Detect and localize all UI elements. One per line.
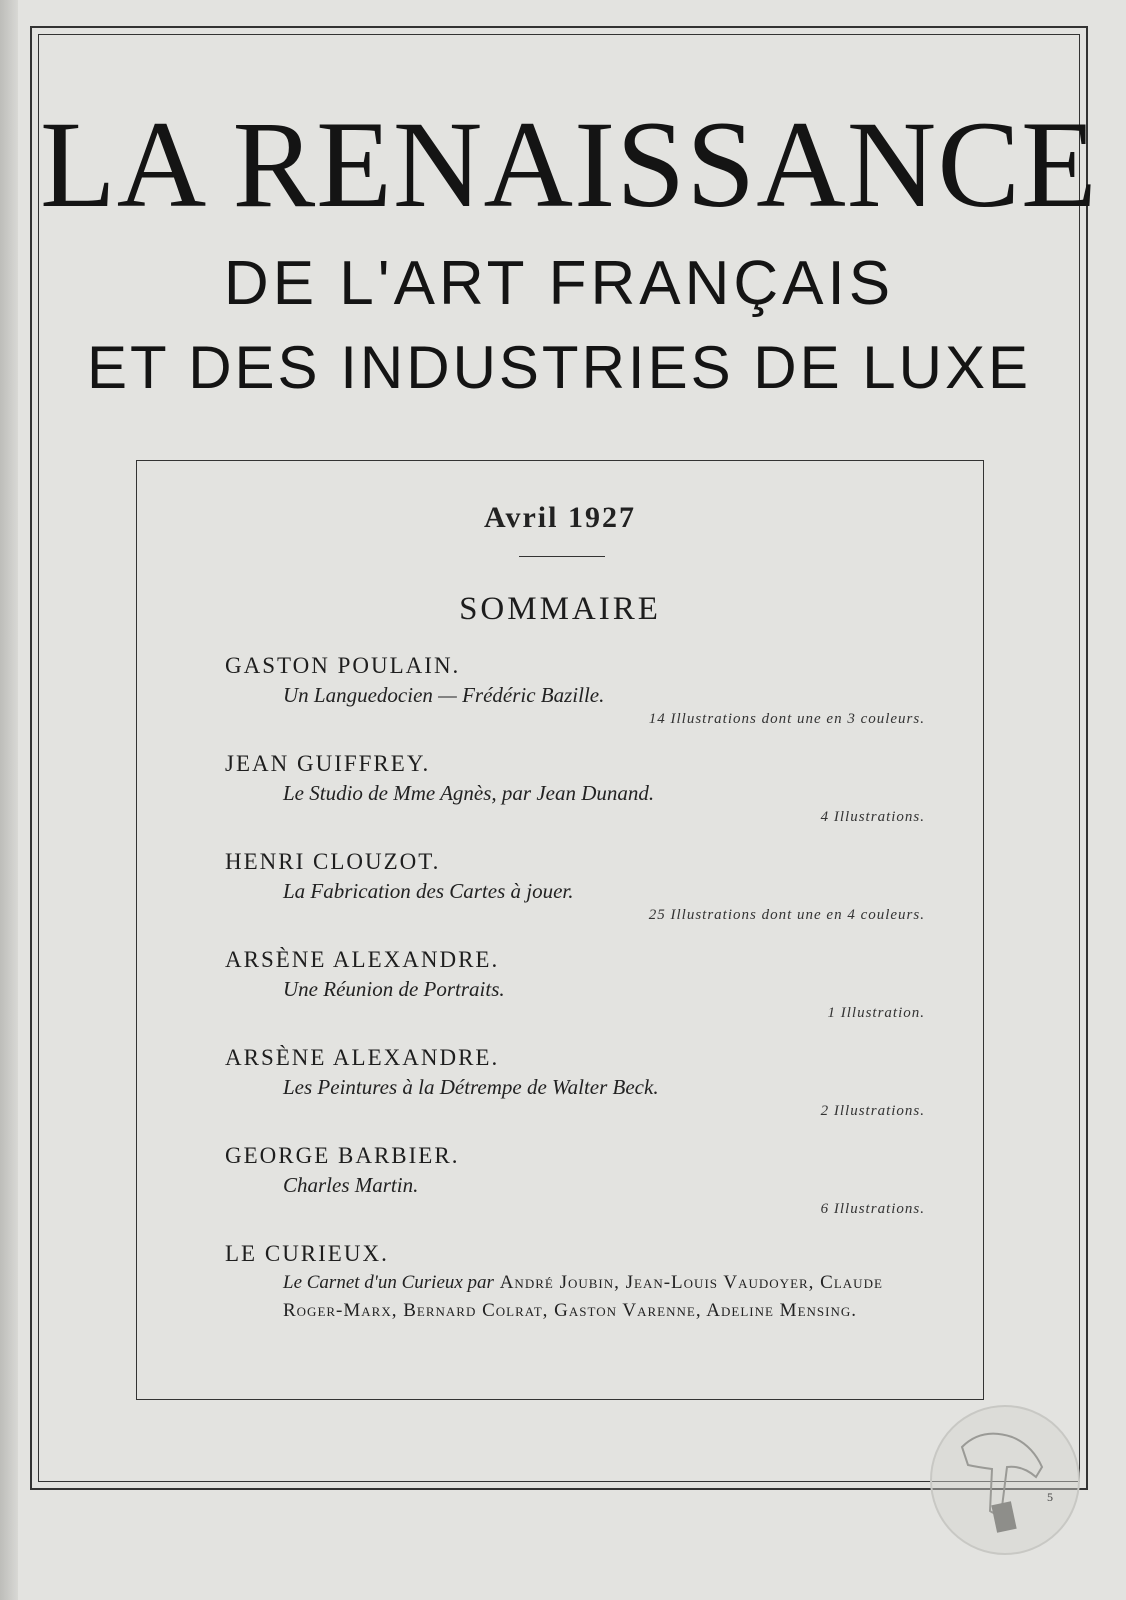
toc-illustrations: 14 Illustrations dont une en 3 couleurs. (648, 711, 925, 727)
toc-entry (225, 945, 925, 1043)
toc-entry (225, 749, 925, 847)
toc-illustrations: 6 Illustrations. (820, 1201, 925, 1217)
toc-article-title: La Fabrication des Cartes à jouer. (283, 879, 574, 903)
toc-entry (225, 1043, 925, 1141)
toc-entry (225, 847, 925, 945)
date-rule (519, 556, 605, 557)
toc-article-title: Le Studio de Mme Agnès, par Jean Dunand. (283, 781, 655, 805)
toc-illustrations: 2 Illustrations. (820, 1103, 925, 1119)
journal-subtitle-line1: DE L'ART FRANÇAIS (223, 249, 895, 318)
toc-contributors: André Joubin, Jean-Louis Vaudoyer, Claude Roger-Marx, Bernard Colrat, Gaston Varenne, Adeline Mensing. (283, 1272, 883, 1321)
sommaire-heading: SOMMAIRE (459, 591, 661, 627)
toc-author: ARSÈNE ALEXANDRE. (225, 947, 500, 972)
toc-author: ARSÈNE ALEXANDRE. (225, 1045, 500, 1070)
toc-illustrations: 25 Illustrations dont une en 4 couleurs. (648, 907, 925, 923)
toc-author: LE CURIEUX. (225, 1241, 389, 1266)
hand-key-icon (932, 1407, 1078, 1553)
library-stamp (930, 1405, 1080, 1555)
toc-illustrations: 1 Illustration. (827, 1005, 925, 1021)
toc-author: GASTON POULAIN. (225, 653, 461, 678)
toc-article-title: Charles Martin. (283, 1173, 419, 1197)
toc-entry (225, 651, 925, 749)
toc-entry (225, 1141, 925, 1239)
toc-article-title (225, 1269, 925, 1325)
journal-subtitle-line2: ET DES INDUSTRIES DE LUXE (86, 334, 1032, 401)
toc-author: JEAN GUIFFREY. (225, 751, 431, 776)
masthead (40, 90, 1098, 410)
issue-date: Avril 1927 (484, 501, 636, 534)
toc-author: GEORGE BARBIER. (225, 1143, 460, 1168)
toc-article-title: Les Peintures à la Détrempe de Walter Beck. (283, 1075, 659, 1099)
journal-title: LA RENAISSANCE (40, 96, 1098, 233)
toc-entry-last (225, 1239, 925, 1325)
contents-box (136, 460, 984, 1400)
toc-illustrations: 4 Illustrations. (820, 809, 925, 825)
page-number: 5 (1047, 1490, 1053, 1504)
page-edge (0, 0, 18, 1600)
table-of-contents (225, 651, 925, 1325)
toc-article-lead: Le Carnet d'un Curieux par (283, 1272, 494, 1293)
toc-article-title: Une Réunion de Portraits. (283, 977, 505, 1001)
toc-article-title: Un Languedocien — Frédéric Bazille. (283, 683, 605, 707)
toc-author: HENRI CLOUZOT. (225, 849, 441, 874)
